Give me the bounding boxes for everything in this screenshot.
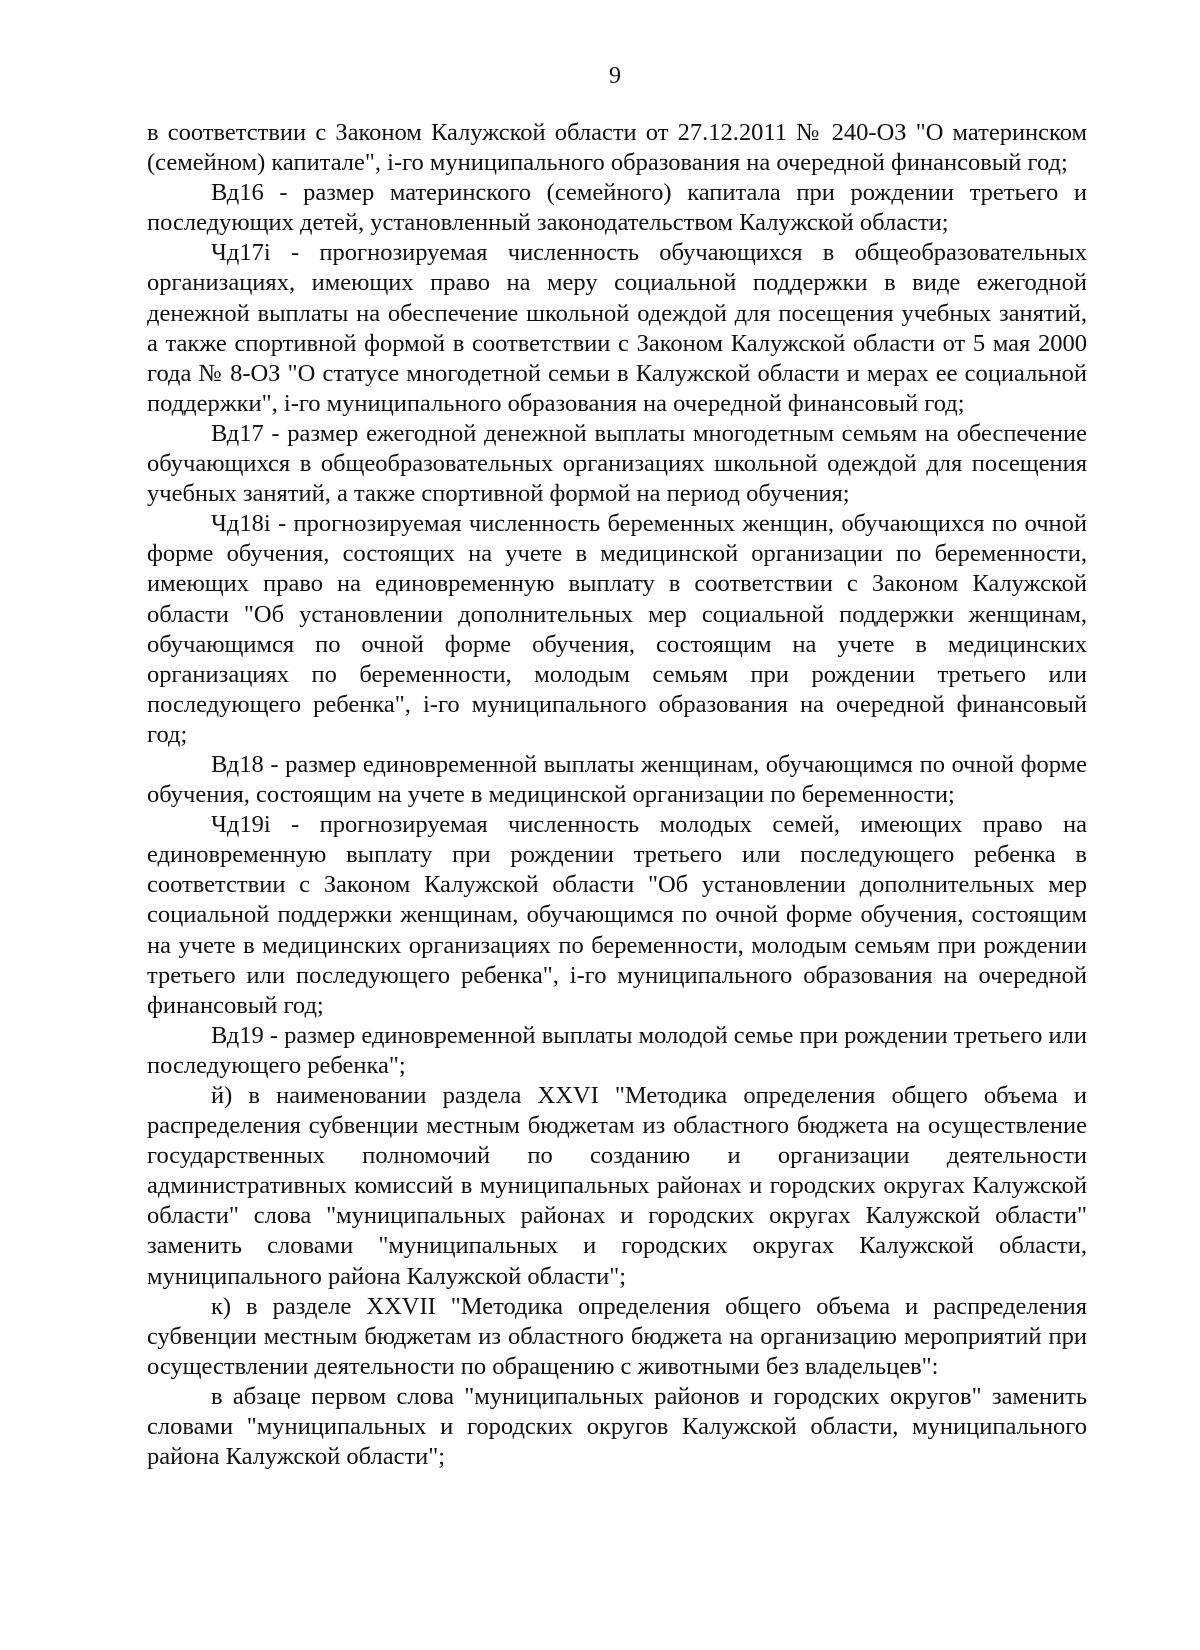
paragraph-chd19i: Чд19i - прогнозируемая численность молодых семей, имеющих право на единовременную выплату при рождении третьего или последующего ребенка в соответствии с Законом Калужской области "Об установлении дополнительных мер социальной поддержки женщинам, обучающимся по очной форме обучения, состоящим на учете в медицинских организациях по беременности, молодым семьям при рождении третьего или последующего ребенка", i-го муниципального образования на очередной финансовый год;	[147, 811, 1087, 1019]
paragraph-vd17: Вд17 - размер ежегодной денежной выплаты многодетным семьям на обеспечение обучающихся в общеобразовательных организациях школьной одеждой для посещения учебных занятий, а также спортивной формой на период обучения;	[147, 419, 1087, 508]
paragraph-vd19: Вд19 - размер единовременной выплаты молодой семье при рождении третьего или последующего ребенка";	[147, 1021, 1087, 1079]
document-body	[147, 118, 1087, 1472]
paragraph-chd18i: Чд18i - прогнозируемая численность беременных женщин, обучающихся по очной форме обучения, состоящих на учете в медицинской организации по беременности, имеющих право на единовременную выплату в соответствии с Законом Калужской области "Об установлении дополнительных мер социальной поддержки женщинам, обучающимся по очной форме обучения, состоящим на учете в медицинских организациях по беременности, молодым семьям при рождении третьего или последующего ребенка", i-го муниципального образования на очередной финансовый год;	[147, 510, 1087, 748]
paragraph-item-y: й) в наименовании раздела XXVI "Методика определения общего объема и распределения субвенции местным бюджетам из областного бюджета на осуществление государственных полномочий по созданию и организации деятельности административных комиссий в муниципальных районах и городских округах Калужской области" слова "муниципальных районах и городских округах Калужской области" заменить словами "муниципальных и городских округах Калужской области, муниципального района Калужской области";	[147, 1082, 1087, 1290]
paragraph-first-abzac: в абзаце первом слова "муниципальных районов и городских округов" заменить словами "муниципальных и городских округов Калужской области, муниципального района Калужской области";	[147, 1382, 1087, 1471]
paragraph-vd16: Вд16 - размер материнского (семейного) капитала при рождении третьего и последующих детей, установленный законодательством Калужской области;	[147, 179, 1087, 237]
page-number: 9	[609, 63, 621, 89]
paragraph-chd17i: Чд17i - прогнозируемая численность обучающихся в общеобразовательных организациях, имеющих право на меру социальной поддержки в виде ежегодной денежной выплаты на обеспечение школьной одеждой для посещения учебных занятий, а также спортивной формой в соответствии с Законом Калужской области от 5 мая 2000 года № 8-ОЗ "О статусе многодетной семьи в Калужской области и мерах ее социальной поддержки", i-го муниципального образования на очередной финансовый год;	[147, 239, 1087, 417]
paragraph-continuation: в соответствии с Законом Калужской области от 27.12.2011 № 240-ОЗ "О материнском (семейном) капитале", i-го муниципального образования на очередной финансовый год;	[147, 119, 1087, 177]
paragraph-vd18: Вд18 - размер единовременной выплаты женщинам, обучающимся по очной форме обучения, состоящим на учете в медицинской организации по беременности;	[147, 750, 1087, 809]
paragraph-item-k: к) в разделе XXVII "Методика определения общего объема и распределения субвенции местным бюджетам из областного бюджета на организацию мероприятий при осуществлении деятельности по обращению с животными без владельцев":	[147, 1292, 1087, 1380]
